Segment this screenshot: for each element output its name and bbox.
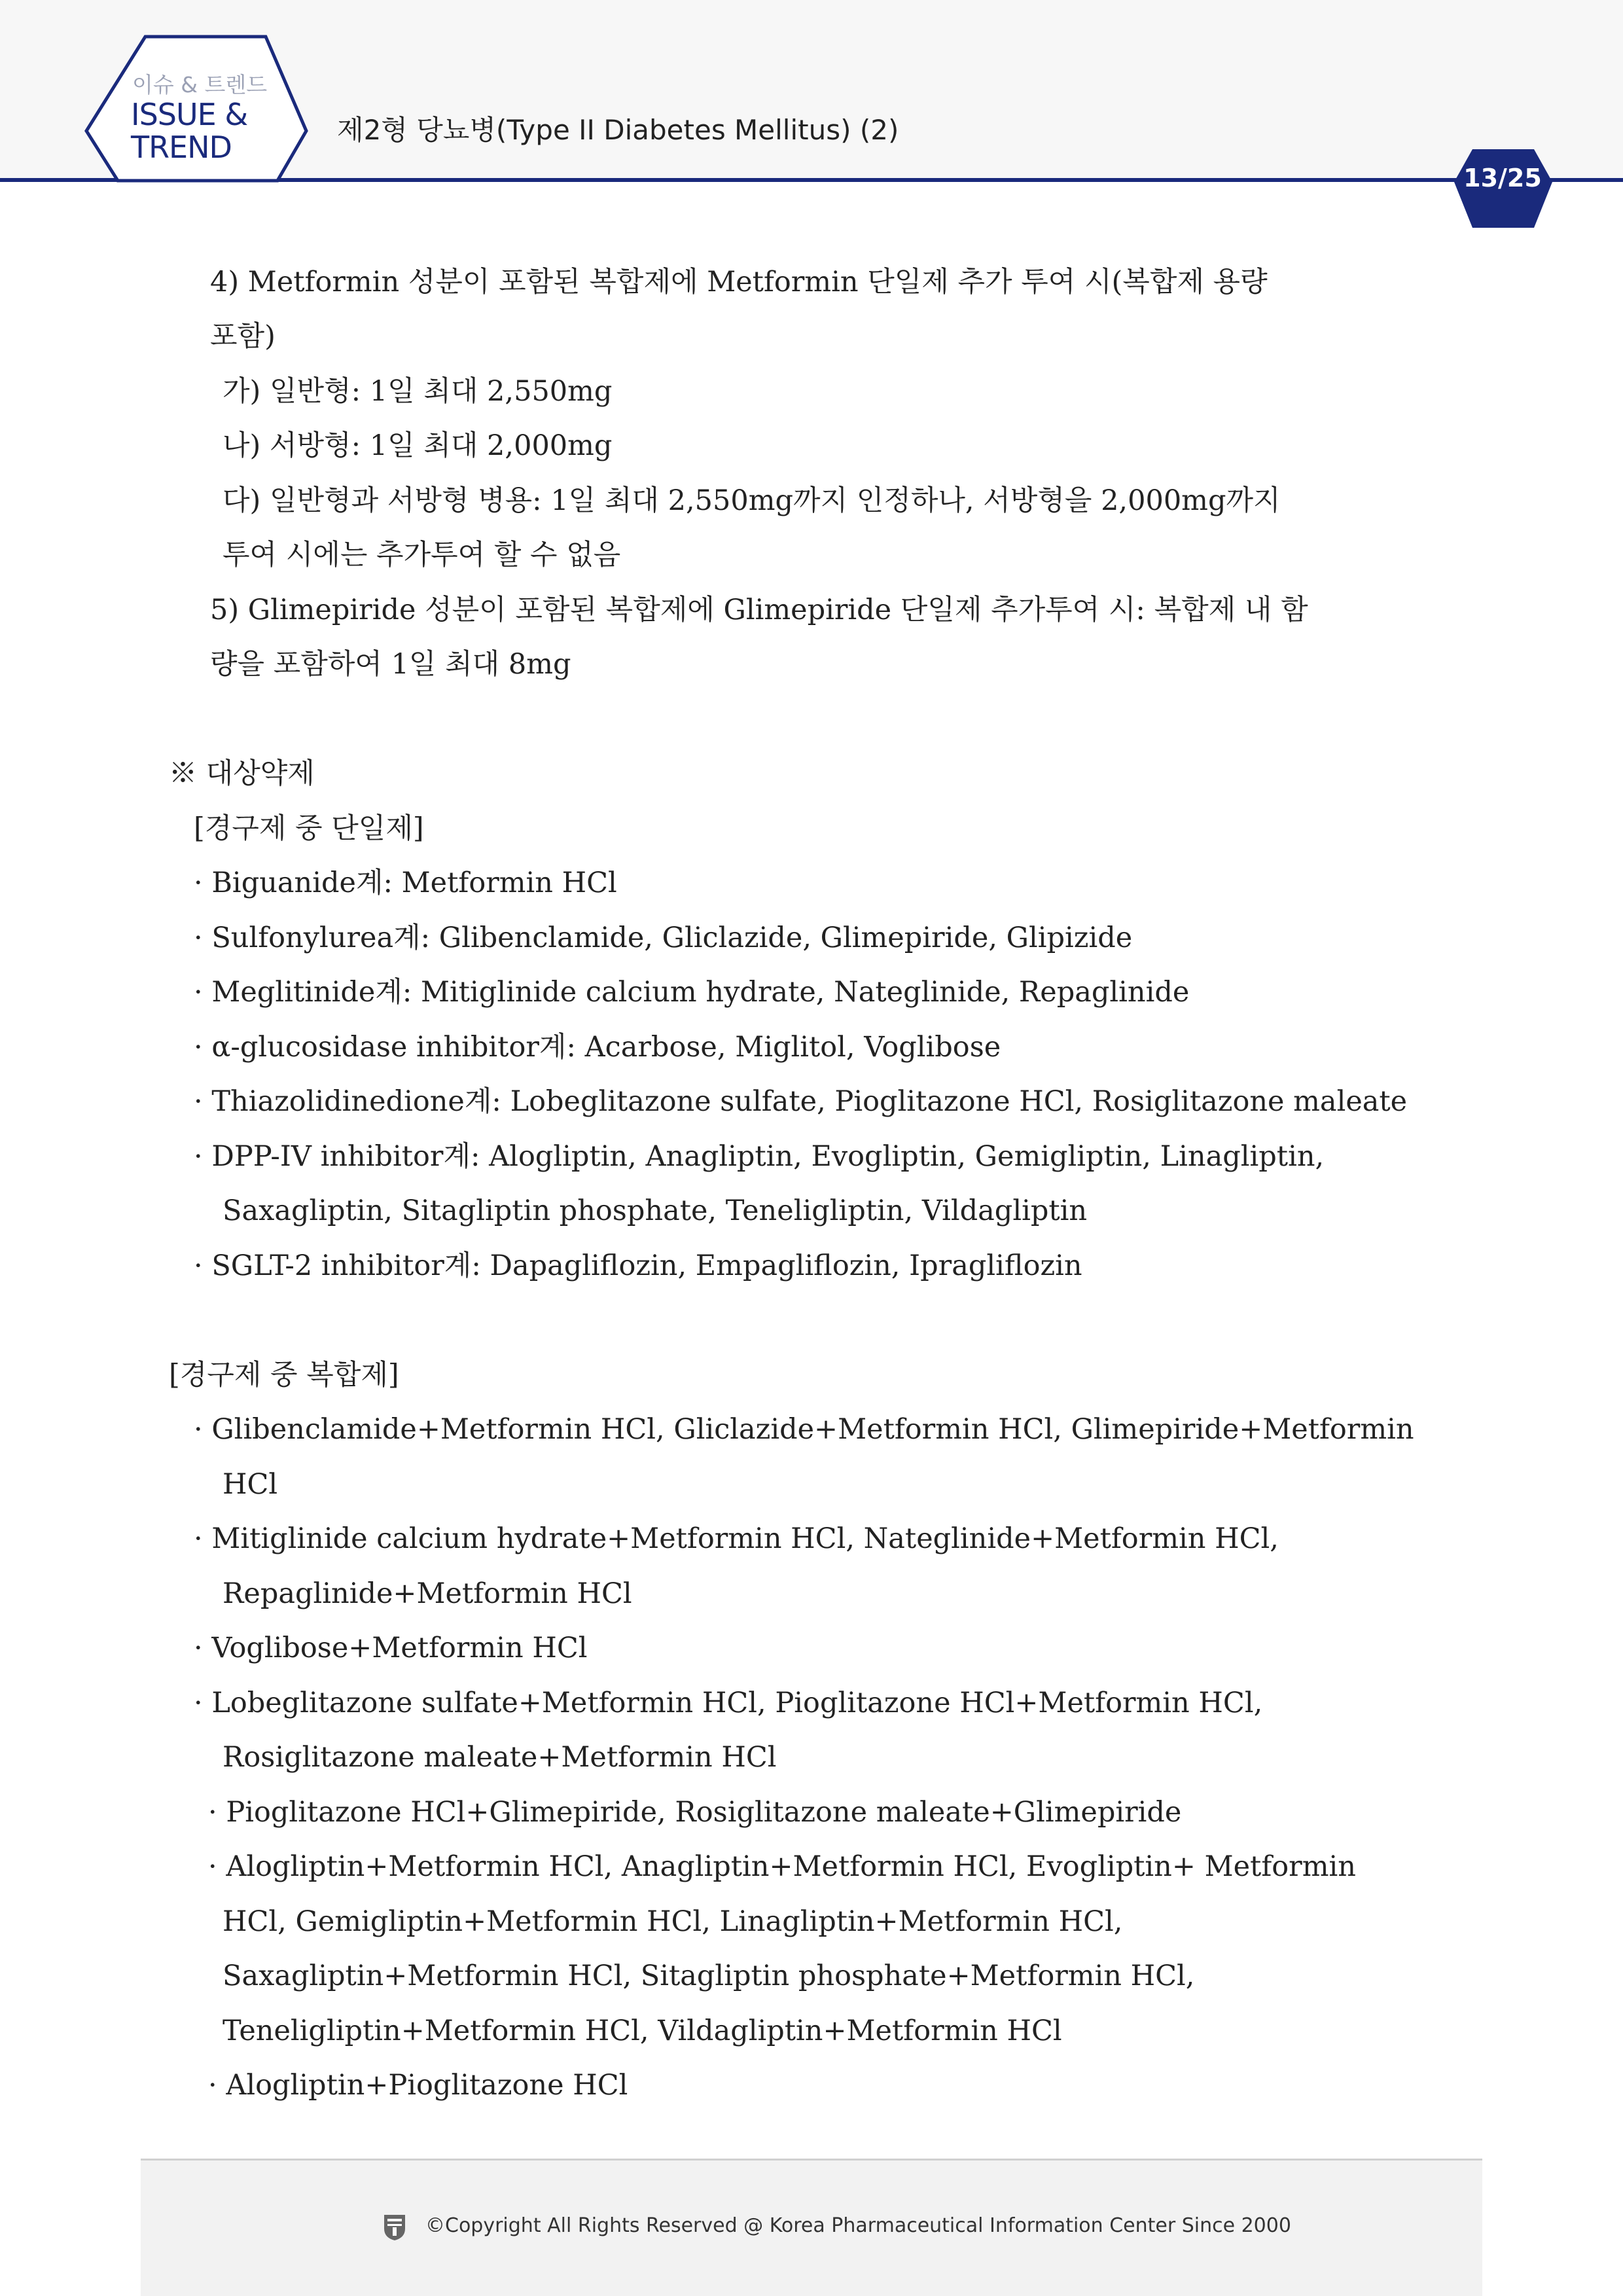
document-title: 제2형 당뇨병(Type II Diabetes Mellitus) (2)	[337, 114, 899, 146]
badge-label-issue: ISSUE &	[131, 97, 248, 132]
list-item-continuation: HCl	[223, 1468, 278, 1501]
list-item-continuation: Saxagliptin, Sitagliptin phosphate, Teneligliptin, Vildagliptin	[223, 1194, 1088, 1227]
kpic-emblem-icon	[382, 2213, 407, 2242]
page-number: 13/25	[1463, 164, 1542, 192]
footer-rule	[141, 2159, 1482, 2161]
list-item-continuation: Saxagliptin+Metformin HCl, Sitagliptin phosphate+Metformin HCl,	[223, 1960, 1195, 1992]
list-item: · Alogliptin+Metformin HCl, Anagliptin+Metformin HCl, Evogliptin+ Metformin	[208, 1850, 1356, 1883]
badge-label-korean: 이슈 & 트렌드	[132, 72, 268, 98]
text-line: 다) 일반형과 서방형 병용: 1일 최대 2,550mg까지 인정하나, 서방형을 2,000mg까지	[223, 484, 1281, 517]
list-item: · Glibenclamide+Metformin HCl, Gliclazide+Metformin HCl, Glimepiride+Metformin	[194, 1413, 1414, 1446]
section-heading: ※ 대상약제	[169, 757, 315, 790]
text-line: 4) Metformin 성분이 포함된 복합제에 Metformin 단일제 추가 투여 시(복합제 용량	[210, 266, 1268, 298]
list-item-continuation: Repaglinide+Metformin HCl	[223, 1577, 632, 1610]
list-item: · Meglitinide계: Mitiglinide calcium hydrate, Nateglinide, Repaglinide	[194, 976, 1190, 1009]
copyright-text: ©Copyright All Rights Reserved @ Korea Pharmaceutical Information Center Since 2000	[425, 2214, 1291, 2237]
list-item: · Thiazolidinedione계: Lobeglitazone sulfate, Pioglitazone HCl, Rosiglitazone maleate	[194, 1085, 1408, 1118]
text-line: 가) 일반형: 1일 최대 2,550mg	[223, 375, 613, 408]
list-item: · α-glucosidase inhibitor계: Acarbose, Miglitol, Voglibose	[194, 1031, 1001, 1064]
list-item: · Biguanide계: Metformin HCl	[194, 867, 617, 899]
list-item: · SGLT-2 inhibitor계: Dapagliflozin, Empagliflozin, Ipragliflozin	[194, 1249, 1082, 1282]
list-item: · Sulfonylurea계: Glibenclamide, Gliclazide, Glimepiride, Glipizide	[194, 922, 1133, 954]
list-item-continuation: HCl, Gemigliptin+Metformin HCl, Linagliptin+Metformin HCl,	[223, 1905, 1123, 1938]
list-item-continuation: Teneligliptin+Metformin HCl, Vildagliptin+Metformin HCl	[223, 2015, 1062, 2047]
text-line: 나) 서방형: 1일 최대 2,000mg	[223, 429, 613, 462]
subsection-heading: [경구제 중 복합제]	[169, 1359, 399, 1391]
list-item-continuation: Rosiglitazone maleate+Metformin HCl	[223, 1741, 777, 1774]
text-line: 량을 포함하여 1일 최대 8mg	[210, 648, 571, 681]
list-item: · Pioglitazone HCl+Glimepiride, Rosiglitazone maleate+Glimepiride	[208, 1796, 1182, 1829]
issue-trend-badge	[131, 72, 301, 164]
text-line: 5) Glimepiride 성분이 포함된 복합제에 Glimepiride 단일제 추가투여 시: 복합제 내 함	[210, 594, 1308, 626]
list-item: · Mitiglinide calcium hydrate+Metformin HCl, Nateglinide+Metformin HCl,	[194, 1522, 1279, 1555]
list-item: · Alogliptin+Pioglitazone HCl	[208, 2069, 628, 2102]
text-line: 투여 시에는 추가투여 할 수 없음	[223, 539, 621, 571]
text-line: 포함)	[210, 320, 276, 353]
list-item: · DPP-IV inhibitor계: Alogliptin, Anagliptin, Evogliptin, Gemigliptin, Linagliptin,	[194, 1140, 1325, 1173]
badge-label-trend: TREND	[131, 130, 232, 165]
list-item: · Lobeglitazone sulfate+Metformin HCl, Pioglitazone HCl+Metformin HCl,	[194, 1687, 1263, 1719]
list-item: · Voglibose+Metformin HCl	[194, 1632, 588, 1664]
subsection-heading: [경구제 중 단일제]	[194, 812, 424, 845]
